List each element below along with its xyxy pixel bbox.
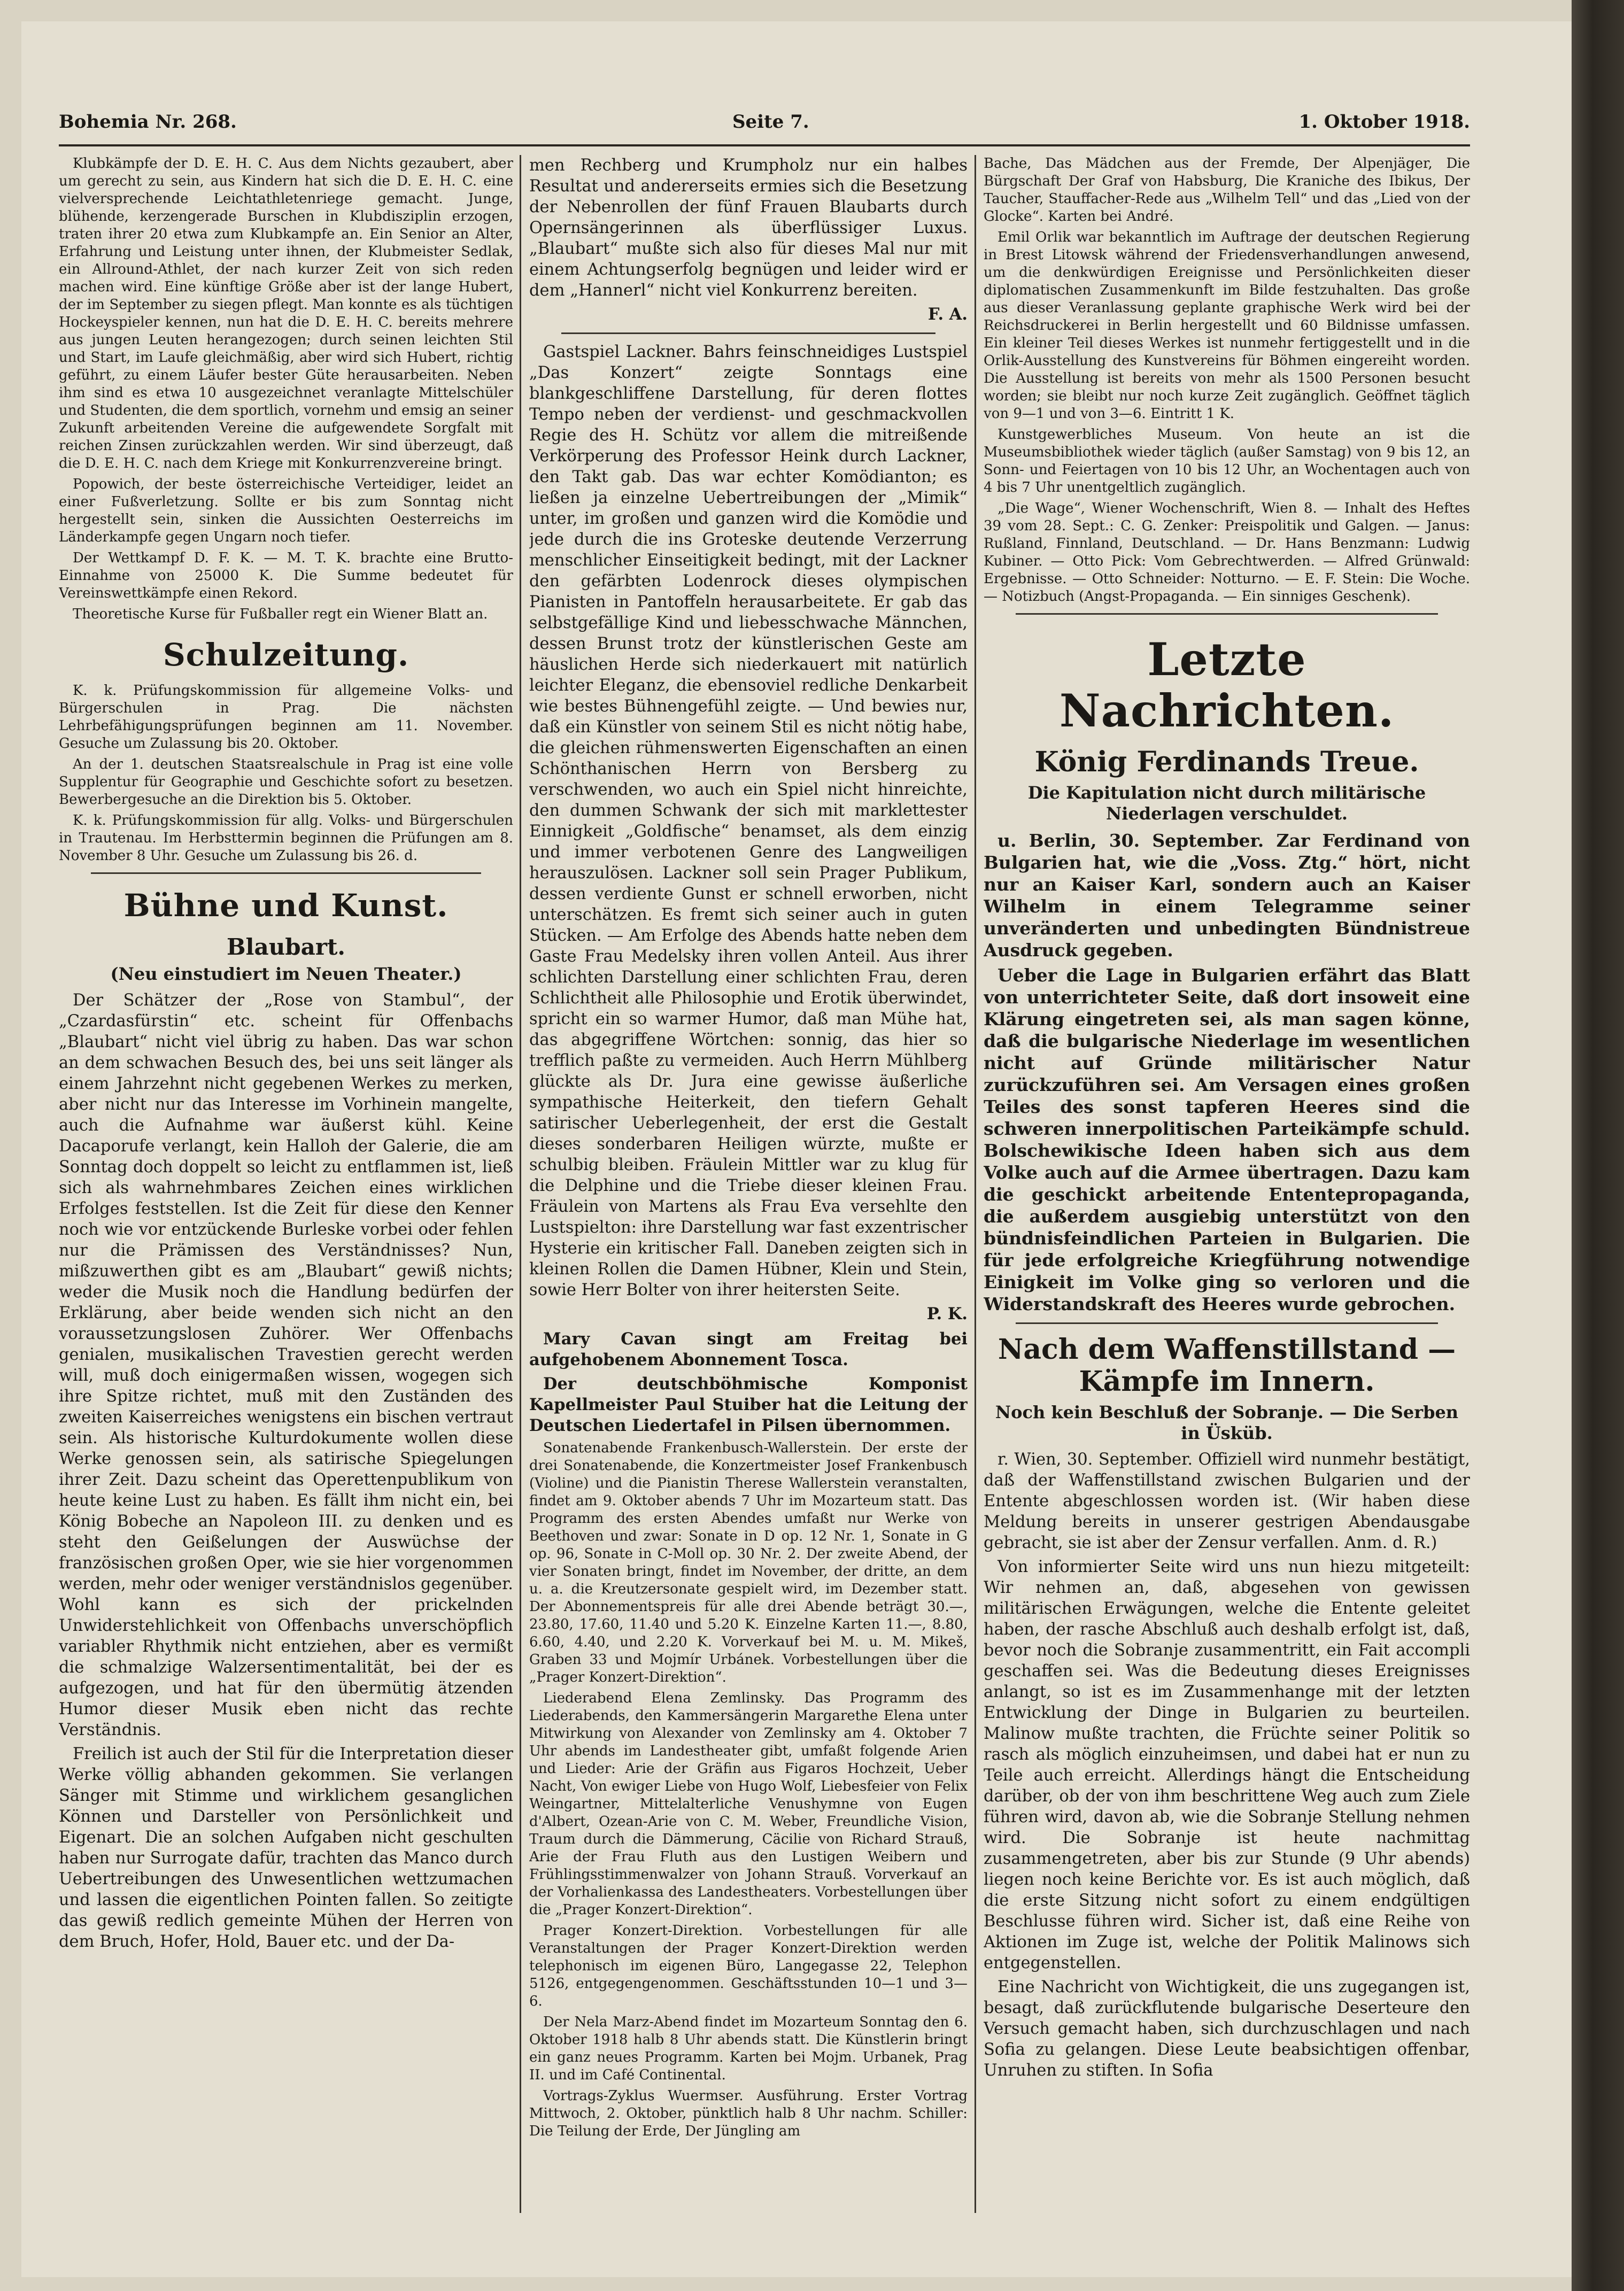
- notice-stuiber: Der deutschböhmische Komponist Kapellmeister Paul Stuiber hat die Leitung der Deutschen Liedertafel in Pilsen übernommen.: [529, 1374, 968, 1435]
- divider: [561, 332, 935, 334]
- article-paragraph: Eine Nachricht von Wichtigkeit, die uns zugegangen ist, besagt, daß zurückflutende bulgarische Deserteure den Versuch gemacht haben, sich durchzuschlagen und nach Sofia zu gelangen. Diese Leute beabsichtigen offenbar, Unruhen zu stiften. In Sofia: [984, 1978, 1470, 2080]
- article-title-blaubart: Blaubart.: [227, 934, 345, 960]
- author-signature: F. A.: [927, 305, 968, 324]
- article-paragraph: r. Wien, 30. September. Offiziell wird nunmehr bestätigt, daß der Waffenstillstand zwischen Bulgarien und der Entente abgeschlossen worden ist. (Wir haben diese Meldung bereits in unserer gestrigen Abendausgabe gebracht, sie ist aber der Zensur verfallen. Anm. d. R.): [984, 1450, 1470, 1552]
- school-item-staatsrealschule: An der 1. deutschen Staatsrealschule in Prag ist eine volle Supplentur für Geographie und Geschichte sofort zu besetzen. Bewerbergesuche an die Direktion bis 5. Oktober.: [59, 756, 513, 808]
- issue-number: Bohemia Nr. 268.: [59, 111, 237, 133]
- notice-continuation: Bache, Das Mädchen aus der Fremde, Der Alpenjäger, Die Bürgschaft Der Graf von Habsburg, Die Kraniche des Ibikus, Der Taucher, Stauffacher-Rede aus „Wilhelm Tell“ und das „Lied von der Glocke“. Karten bei André.: [984, 156, 1470, 225]
- page-header: [59, 102, 1470, 146]
- page-number: Seite 7.: [732, 111, 809, 133]
- column-1: [59, 155, 513, 2218]
- notice-nela-marz: Der Nela Marz-Abend findet im Mozarteum Sonntag den 6. Oktober 1918 halb 8 Uhr abends statt. Die Künstlerin bringt ein ganz neues Programm. Karten bei Mojm. Urbanek, Prag II. und im Café Continental.: [529, 2014, 968, 2083]
- notice-liederabend: Liederabend Elena Zemlinsky. Das Programm des Liederabends, den Kammersängerin Margarethe Elena unter Mitwirkung von Alexander von Zemlinsky am 4. Oktober 7 Uhr abends im Landestheater gibt, umfaßt folgende Arien und Lieder: Arie der Gräfin aus Figaros Hochzeit, Ueber Nacht, Von ewiger Liebe von Hugo Wolf, Liebesfeier von Felix Weingartner, Mittelalterliche Venushymne von Eugen d'Albert, Ozean-Arie von C. M. Weber, Freundliche Vision, Traum durch die Dämmerung, Cäcilie von Richard Strauß, Arie der Frau Fluth aus den Lustigen Weibern und Frühlingsstimmenwalzer von Johann Strauß. Vorverkauf an der Vorhalienkassa des Landestheaters. Vorbestellungen über die „Prager Konzert-Direktion“.: [529, 1690, 968, 1918]
- column-rule-right: [975, 155, 976, 2213]
- article-paragraph: Freilich ist auch der Stil für die Interpretation dieser Werke völlig abhanden gekommen. Sie verlangen Sänger mit Stimme und wirklichem gesanglichen Können und Darsteller von Persönlichkeit und Eigenart. Die an solchen Aufgaben nicht geschulten haben nur Surrogate dafür, trachten das Manco durch Uebertreibungen des Unwesentlichen wettzumachen und lassen die eigentlichen Pointen fallen. So zeitigte das gewiß redlich gemeinte Mühen der Herren von dem Bruch, Hofer, Hold, Bauer etc. und der Da-: [59, 1745, 513, 1951]
- author-signature: P. K.: [926, 1304, 968, 1323]
- column-2: [529, 155, 968, 2218]
- article-paragraph: Ueber die Lage in Bulgarien erfährt das Blatt von unterrichteter Seite, daß dort insoweit eine Klärung eingetreten sei, als man sagen könne, daß die bulgarische Niederlage im wesentlichen nicht auf Gründe militärischer Natur zurückzuführen sei. Am Versagen eines großen Teiles des sonst tapferen Heeres sind die schweren innerpolitischen Parteikämpfe schuld. Bolschewikische Ideen haben sich aus dem Volke auch auf die Armee übertragen. Dazu kam die geschickt arbeitende Ententepropaganda, die außerdem ausgiebig unterstützt von den bündnisfeindlichen Parteien in Bulgarien. Die für jede erfolgreiche Kriegführung notwendige Einigkeit im Volke ging so verloren und die Widerstandskraft des Heeres wurde gebrochen.: [984, 965, 1470, 1314]
- divider: [1016, 1322, 1438, 1324]
- article-gastspiel-lackner: Gastspiel Lackner. Bahrs feinschneidiges Lustspiel „Das Konzert“ zeigte Sonntags eine blankgeschliffene Darstellung, für deren flottes Tempo neben der verdienst- und geschmackvollen Regie des H. Schütz vor allem die mitreißende Verkörperung des Professor Heink durch Lackner, den Takt gab. Das war echter Komödianton; es ließen ja einzelne Uebertreibungen der „Mimik“ unter, im großen und ganzen wird die Komödie und jede durch die ins Groteske deutende Verzerrung menschlicher Einseitigkeit bedingt, mit der Lackner den gefärbten Lodenrock dieses olympischen Pianisten in Pantoffeln herausarbeitete. Er gab das selbstgefällige Kind und liebesschwache Männchen, dessen Brunst trotz der künstlerischen Geste am häuslichen Herde sich niederkauert mit natürlich leichter Eleganz, die ebensoviel redliche Denkarbeit wie bestes Bühnengefühl zeigte. — Und bewies nur, daß ein Künstler von seinem Stil es nicht nötig habe, die gleichen rühmenswerten Eigenschaften an einen Schönthanischen Herrn von Bersberg zu verschwenden, wo auch ein Spiel nicht hinreichte, den dummen Schwank der sich mit marklettester Einnigkeit „Goldfische“ benamset, als dem einzig und immer verbotenen Genre des Langweiligen herauszulösen. Lackner soll sein Prager Publikum, dessen verdiente Gunst er schnell erworben, nicht unterschätzen. Es fremt sich seiner auch in guten Stücken. — Am Erfolge des Abends hatte neben dem Gaste Frau Medelsky ihren vollen Anteil. Aus ihrer schlichten Darstellung einer schlichten Frau, deren Schlichtheit alle Philosophie und Erotik überwindet, spricht ein so warmer Humor, daß man Mühe hat, das abgegriffene Wörtchen: sonnig, das hier so trefflich paßte zu vermeiden. Auch Herrn Mühlberg glückte als Dr. Jura eine gewisse äußerliche sympathische Heiterkeit, den tiefern Gehalt satirischer Ueberlegenheit, der erst die Gestalt dieses sonderbaren Heiligen würzte, mußte er schulbig bleiben. Fräulein Mittler war zu klug für die Delphine und die Triebe dieser kleinen Frau. Fräulein von Martens als Frau Eva versehlte den Lustspielton: ihre Darstellung war fast exzentrischer Hysterie ein kritischer Fall. Daneben zeigten sich in kleinen Rollen die Damen Hübner, Klein und Stein, sowie Herr Bolter von ihrer heitersten Seite.: [529, 343, 968, 1299]
- article-title-waffenstillstand: Nach dem Waffenstillstand — Kämpfe im Innern.: [997, 1333, 1456, 1398]
- sport-item-klubkaempfe: Klubkämpfe der D. E. H. C. Aus dem Nichts gezaubert, aber um gerecht zu sein, aus Kindern hat sich die D. E. H. C. eine vielversprechende Leichtathletenriege gemacht. Junge, blühende, kerzengerade Burschen in Klubdisziplin erzogen, traten ihrer 20 etwa zum Klubkampfe an. Ein Senior an Alter, Erfahrung und Leistung unter ihnen, der Klubmeister Sedlak, ein Allround-Athlet, der nach kurzer Zeit von sich reden machen wird. Eine künftige Größe aber ist der lange Hubert, der im September zu siegen pflegt. Man konnte es als tüchtigen Hockeyspieler kennen, nun hat die D. E. H. C. bereits mehrere aus jungen Leuten herangezogen; durch seinen leichten Stil und Start, im Laufe gleichmäßig, aber wird sich Hubert, richtig geführt, zu einem Läufer bester Güte herausarbeiten. Neben ihm sind es etwa 10 ausgezeichnet veranlagte Mittelschüler und Studenten, die dem sportlich, vornehm und emsig an seiner Zukunft arbeitenden Vereine die aufgewendete Sorgfalt mit reichen Zinsen zurückzahlen werden. Wir sind überzeugt, daß die D. E. H. C. nach dem Kriege mit Konkurrenzvereine bringt.: [59, 156, 513, 471]
- sport-item-wettkampf: Der Wettkampf D. F. K. — M. T. K. brachte eine Brutto-Einnahme von 25000 K. Die Summe bedeutet für Vereinswettkämpfe einen Rekord.: [59, 550, 513, 601]
- notice-orlik: Emil Orlik war bekanntlich im Auftrage der deutschen Regierung in Brest Litowsk während der Friedensverhandlungen anwesend, um die denkwürdigen Ereignisse und Persönlichkeiten dieser diplomatischen Zusammenkunft im Bilde festzuhalten. Das große aus dieser Veranlassung geplante graphische Werk wird bei der Reichsdruckerei in Berlin hergestellt und 60 Bildnisse umfassen. Ein kleiner Teil dieses Werkes ist nunmehr fertiggestellt und in die Orlik-Ausstellung des Kunstvereins für Böhmen eingereiht worden. Die Ausstellung ist bereits von mehr als 1500 Personen besucht worden; sie bleibt nur noch kurze Zeit zugänglich. Geöffnet täglich von 9—1 und von 3—6. Eintritt 1 K.: [984, 229, 1470, 422]
- notice-museum: Kunstgewerbliches Museum. Von heute an ist die Museumsbibliothek wieder täglich (außer Samstag) von 9 bis 12, an Sonn- und Feiertagen von 10 bis 12 Uhr, an Wochentagen auch von 4 bis 7 Uhr unentgeltlich zugänglich.: [984, 427, 1470, 496]
- article-paragraph: Von informierter Seite wird uns nun hiezu mitgeteilt: Wir nehmen an, daß, abgesehen von gewissen militärischen Erwägungen, welche die Entente geleitet haben, der rasche Abschluß auch deshalb erfolgt ist, daß, bevor noch die Sobranje zusammentritt, ein Fait accompli geschaffen sei. Was die Bedeutung dieses Ereignisses anlangt, so ist es im Zusammenhange mit der letzten Entwicklung der Dinge in Bulgarien zu beurteilen. Malinow mußte trachten, die Früchte seiner Politik so rasch als möglich einzuheimsen, und dabei hat er nun zu Teile auch erreicht. Allerdings hängt die Entscheidung darüber, ob der von ihm beschrittene Weg auch zum Ziele führen wird, davon ab, wie die Sobranje Stellung nehmen wird. Die Sobranje ist heute nachmittag zusammengetreten, aber bis zur Stunde (9 Uhr abends) liegen noch keine Berichte vor. Es ist auch möglich, daß die erste Sitzung nicht sofort zu einem endgültigen Beschlusse führen wird. Sicher ist, daß eine Reihe von Aktionen im Zuge ist, welche der Politik Malinows sich entgegenstellen.: [984, 1558, 1470, 1972]
- newspaper-page: [21, 21, 1572, 2277]
- notice-die-wage: „Die Wage“, Wiener Wochenschrift, Wien 8. — Inhalt des Heftes 39 vom 28. Sept.: C. G. Zenker: Preispolitik und Galgen. — Janus: Rußland, Finnland, Deutschland. — Dr. Hans Benzmann: Ludwig Kubiner. — Otto Pick: Vom Gebrechtwerden. — Alfred Grünwald: Ergebnisse. — Otto Schneider: Notturno. — E. F. Stein: Die Woche. — Notizbuch (Angst-Propaganda. — Ein sinniges Geschenk).: [984, 500, 1470, 605]
- book-binding-edge: [1572, 0, 1624, 2291]
- divider: [91, 872, 481, 874]
- issue-date: 1. Oktober 1918.: [1298, 111, 1470, 133]
- article-subtitle-blaubart: (Neu einstudiert im Neuen Theater.): [110, 964, 462, 984]
- section-title-schulzeitung: Schulzeitung.: [163, 637, 409, 673]
- notice-mary-cavan: Mary Cavan singt am Freitag bei aufgehobenem Abonnement Tosca.: [529, 1329, 968, 1369]
- notice-konzert-direktion: Prager Konzert-Direktion. Vorbestellungen für alle Veranstaltungen der Prager Konzert-Direktion werden telephonisch im eigenen Büro, Langegasse 22, Telephon 5126, entgegengenommen. Geschäftsstunden 10—1 und 3—6.: [529, 1923, 968, 2009]
- article-subtitle-kapitulation: Die Kapitulation nicht durch militärische Niederlagen verschuldet.: [1027, 783, 1426, 824]
- school-item-prag: K. k. Prüfungskommission für allgemeine Volks- und Bürgerschulen in Prag. Die nächsten Lehrbefähigungsprüfungen beginnen am 11. November. Gesuche um Zulassung bis 20. Oktober.: [59, 683, 513, 752]
- sport-item-popowich: Popowich, der beste österreichische Verteidiger, leidet an einer Fußverletzung. Sollte er bis zum Sonntag nicht hergestellt sein, sinken die Aussichten Oesterreichs im Länderkampfe gegen Ungarn noch tiefer.: [59, 476, 513, 545]
- school-item-trautenau: K. k. Prüfungskommission für allg. Volks- und Bürgerschulen in Trautenau. Im Herbsttermin beginnen die Prüfungen am 8. November 8 Uhr. Gesuche um Zulassung bis 26. d.: [59, 812, 513, 864]
- article-subtitle-sobranje: Noch kein Beschluß der Sobranje. — Die Serben in Üsküb.: [995, 1402, 1459, 1443]
- article-paragraph: Der Schätzer der „Rose von Stambul“, der „Czardasfürstin“ etc. scheint für Offenbachs „Blaubart“ nicht viel übrig zu haben. Das war schon an dem schwachen Besuch des, bei uns seit länger als einem Jahrzehnt nicht gegebenen Werkes zu merken, aber nicht nur das Interesse im Vorhinein mangelte, auch die Aufnahme war äußerst kühl. Keine Dacaporufe verlangt, kein Halloh der Galerie, die am Sonntag doch doppelt so leicht zu entflammen ist, ließ sich als wahrnehmbares Zeichen eines wirklichen Erfolges feststellen. Ist die Zeit für diese den Kenner noch wie vor entzückende Burleske vorbei oder fehlen nur die Prämissen des Verständnisses? Nun, mißzuwerthen gibt es am „Blaubart“ gewiß nichts; weder die Musik noch die Handlung bedürfen der Erklärung, aber beide wenden sich nicht an den voraussetzungslosen Zuhörer. Wer Offenbachs genialen, musikalischen Travestien gerecht werden will, muß doch einigermaßen wissen, wogegen sich ihre Spitze richtet, muß mit den Zuständen des zweiten Kaiserreiches wenigstens ein bischen vertraut sein. Als historische Kulturdokumente wollen diese Werke genossen sein, als satirische Spiegelungen ihrer Zeit. Dazu scheint das Operettenpublikum von heute keine Lust zu haben. Es fällt ihm nicht ein, bei König Bobeche an Napoleon III. zu denken und es steht den Geißelungen der Auswüchse der französischen großen Oper, wie sie hier vorgenommen werden, mehr oder weniger verständnislos gegenüber. Wohl kann es sich der prickelnden Unwiderstehlichkeit von Offenbachs unverschöpflich variabler Rhythmik nicht entziehen, aber es vermißt die schmalzige Walzersentimentalität, bei der es aufgezogen, und hat für den übermütig ätzenden Humor dieser Musik eben nicht das rechte Verständnis.: [59, 991, 513, 1739]
- column-3: [984, 155, 1470, 2218]
- divider: [1016, 613, 1438, 615]
- article-title-koenig-ferdinand: König Ferdinands Treue.: [1034, 746, 1419, 778]
- notice-sonatenabende: Sonatenabende Frankenbusch-Wallerstein. Der erste der drei Sonatenabende, die Konzertmeister Josef Frankenbusch (Violine) und die Pianistin Therese Wallerstein veranstalten, findet am 9. Oktober abends 7 Uhr im Mozarteum statt. Das Programm des ersten Abendes umfaßt nur Werke von Beethoven und zwar: Sonate in D op. 12 Nr. 1, Sonate in G op. 96, Sonate in C-Moll op. 30 Nr. 2. Der zweite Abend, der vier Sonaten bringt, findet im November, der dritte, an dem u. a. die Kreutzersonate gespielt wird, im Dezember statt. Der Abonnementspreis für alle drei Abende beträgt 30.—, 23.80, 17.60, 11.40 und 5.20 K. Einzelne Karten 11.—, 8.80, 6.60, 4.40, und 2.20 K. Vorverkauf bei M. u. M. Mikeš, Graben 33 und Mojmír Urbánek. Vorbestellungen über die „Prager Konzert-Direktion“.: [529, 1440, 968, 1685]
- section-title-buehne: Bühne und Kunst.: [123, 887, 448, 924]
- column-rule-left: [520, 155, 521, 2213]
- sport-item-kurse: Theoretische Kurse für Fußballer regt ein Wiener Blatt an.: [73, 606, 488, 622]
- article-paragraph: men Rechberg und Krumpholz nur ein halbes Resultat und andererseits ermies sich die Besetzung der Nebenrollen der fünf Frauen Blaubarts durch Opernsängerinnen als überflüssiger Luxus. „Blaubart“ mußte sich also für dieses Mal nur mit einem Achtungserfolg begnügen und leider wird er dem „Hannerl“ nicht viel Konkurrenz bereiten.: [529, 156, 968, 300]
- article-paragraph: u. Berlin, 30. September. Zar Ferdinand von Bulgarien hat, wie die „Voss. Ztg.“ hört, nicht nur an Kaiser Karl, sondern auch an Kaiser Wilhelm in einem Telegramme seiner unveränderten und unbedingten Bündnistreue Ausdruck gegeben.: [984, 830, 1470, 961]
- section-title-letzte-nachrichten: Letzte Nachrichten.: [1059, 633, 1395, 737]
- notice-vortrags-zyklus: Vortrags-Zyklus Wuermser. Ausführung. Erster Vortrag Mittwoch, 2. Oktober, pünktlich halb 8 Uhr nachm. Schiller: Die Teilung der Erde, Der Jüngling am: [529, 2088, 968, 2139]
